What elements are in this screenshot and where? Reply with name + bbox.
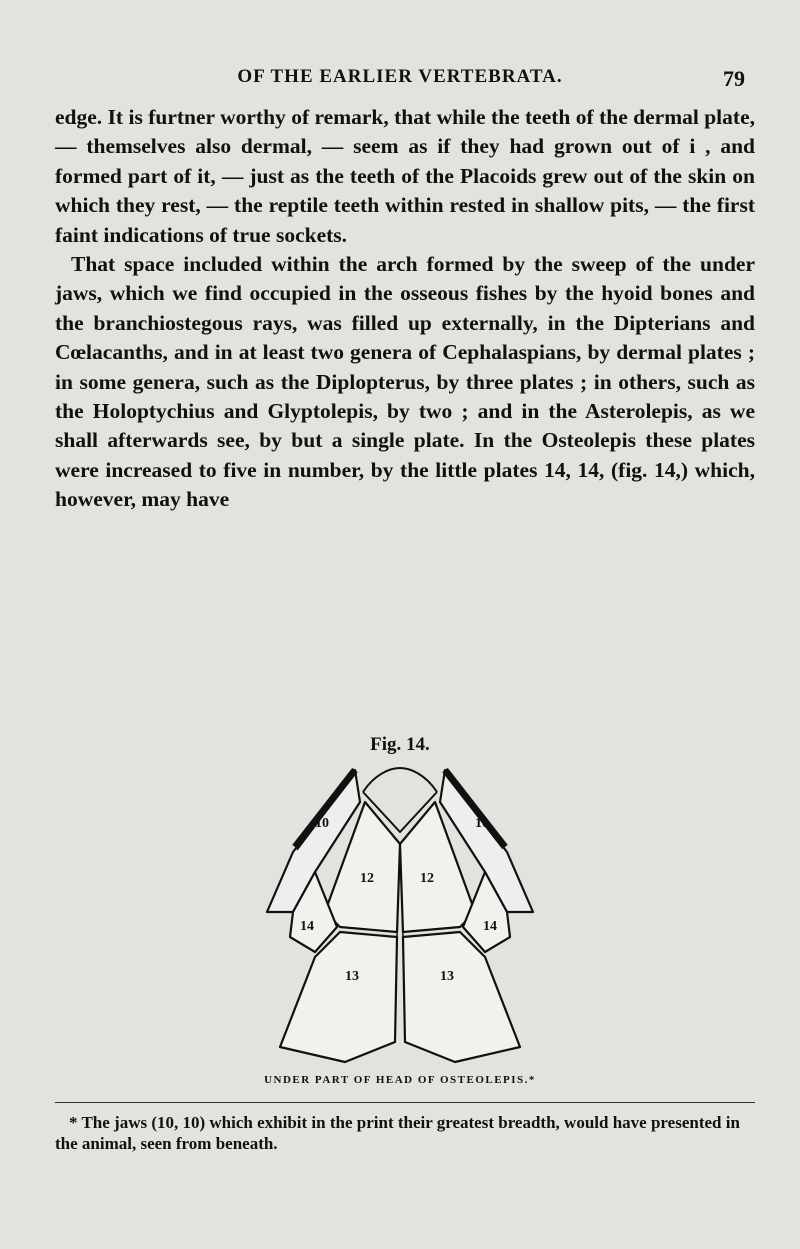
plate-13-right: [403, 932, 520, 1062]
footnote: [55, 1112, 755, 1154]
paragraph: edge. It is furtner worthy of remark, that while the teeth of the dermal plate, — themselves also dermal, — seem as if they had grown out of i , and formed part of it, — just as the teeth of the Placoids grew out of the skin on which they rest, — the reptile teeth within rested in shallow pits, — the first faint indications of true sockets.: [55, 105, 755, 247]
label-plate-14-left: 14: [300, 919, 314, 934]
label-plate-13-left: 13: [345, 969, 359, 984]
label-jaw-left: 10: [315, 816, 329, 831]
page-header: [0, 66, 800, 96]
label-jaw-right: 10: [475, 816, 489, 831]
footnote-text: * The jaws (10, 10) which exhibit in the print their greatest breadth, would have presented in the animal, seen from beneath.: [55, 1113, 740, 1153]
running-head: OF THE EARLIER VERTEBRATA.: [237, 66, 563, 87]
label-plate-13-right: 13: [440, 969, 454, 984]
label-plate-12-right: 12: [420, 871, 434, 886]
figure-illustration: [245, 762, 555, 1067]
paragraph: That space included within the arch formed by the sweep of the under jaws, which we find occupied in the osseous fishes by the hyoid bones and the branchiostegous rays, was filled up externally, in the Dipterians and Cœlacanths, and in at least two genera of Cephalaspians, by dermal plates ; in some genera, such as the Diplopterus, by three plates ; in others, such as the Holoptychius and Glyptolepis, by two ; and in the Asterolepis, as we shall afterwards see, by but a single plate. In the Osteolepis these plates were increased to five in number, by the little plates 14, 14, (fig. 14,) which, however, may have: [55, 252, 755, 512]
footnote-rule: [55, 1102, 755, 1103]
figure-label: Fig. 14.: [370, 734, 430, 755]
figure-caption: UNDER PART OF HEAD OF OSTEOLEPIS.*: [264, 1074, 536, 1086]
body-text: [55, 103, 755, 515]
plate-13-left: [280, 932, 397, 1062]
page-number: 79: [723, 66, 745, 91]
label-plate-12-left: 12: [360, 871, 374, 886]
label-plate-14-right: 14: [483, 919, 497, 934]
